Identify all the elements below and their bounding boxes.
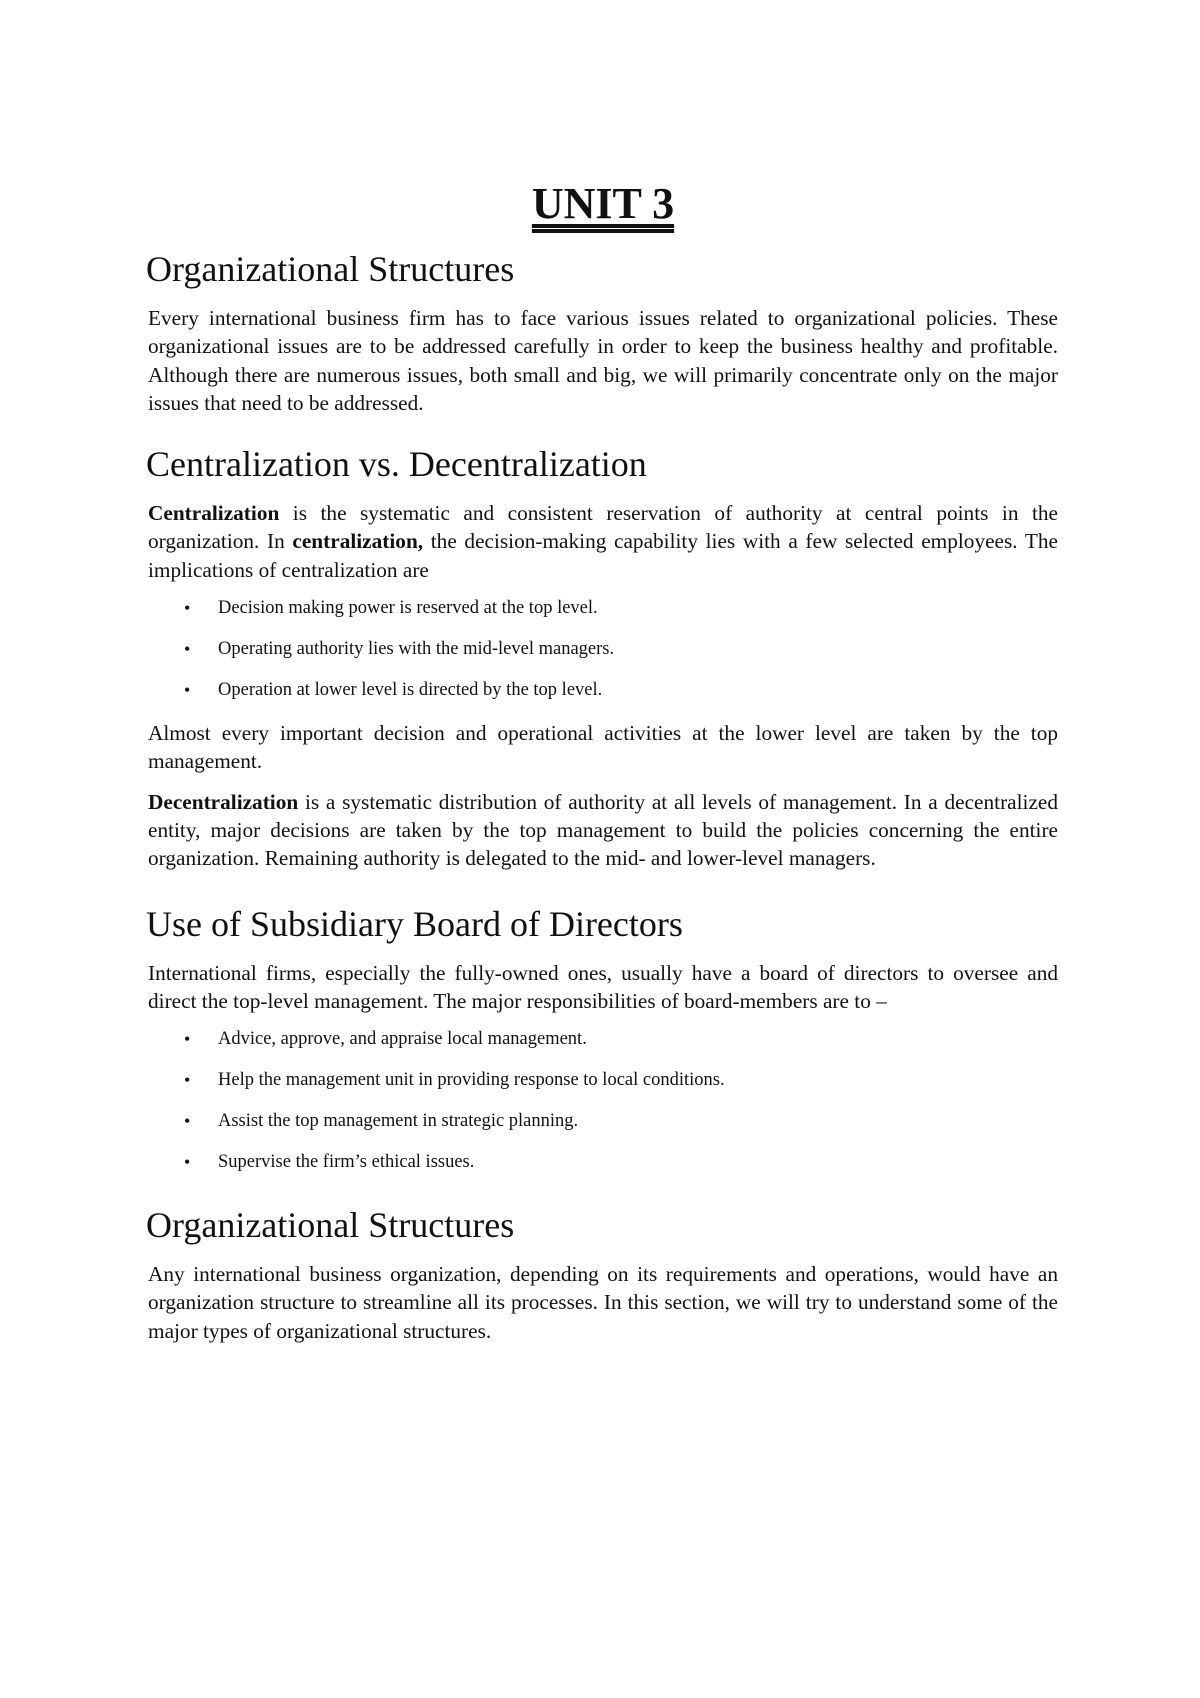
unit-title-text: UNIT 3 <box>531 179 675 228</box>
bullet-icon: • <box>184 1029 191 1050</box>
centralization-term: Centralization <box>148 501 280 526</box>
intro-paragraph: Every international business firm has to face various issues related to organizational policies. These organizational issues are to be addressed carefully in order to keep the business healthy and profitable. Although there are numerous issues, both small and big, we will primarily concentrate only on the major issues that need to be addressed. <box>148 306 1058 415</box>
centralization-text-1: is the systematic and consistent reservation of authority at central points in the organization. In <box>148 501 1058 554</box>
section-heading-subsidiary-board: Use of Subsidiary Board of Directors <box>146 903 683 944</box>
list-item-text: Assist the top management in strategic planning. <box>218 1111 579 1132</box>
board-responsibilities-list <box>148 1027 1058 1174</box>
bullet-icon: • <box>184 598 191 619</box>
bullet-icon: • <box>184 639 191 660</box>
bullet-icon: • <box>184 1152 191 1173</box>
subsidiary-board-paragraph: International firms, especially the fully-owned ones, usually have a board of directors to oversee and direct the top-level management. The major responsibilities of board-members are to – <box>148 960 1058 1013</box>
centralization-summary-paragraph: Almost every important decision and operational activities at the lower level are taken by the top management. <box>148 721 1058 774</box>
list-item <box>148 1109 1058 1133</box>
unit-title <box>148 178 1058 230</box>
centralization-paragraph <box>148 499 1058 584</box>
list-item-text: Help the management unit in providing response to local conditions. <box>218 1070 725 1091</box>
list-item-text: Decision making power is reserved at the top level. <box>218 598 598 619</box>
document-content <box>148 178 1058 1357</box>
decentralization-paragraph <box>148 788 1058 873</box>
list-item <box>148 678 1058 702</box>
organizational-structures-paragraph: Any international business organization, depending on its requirements and operations, would have an organization structure to streamline all its processes. In this section, we will try to understand some of the major types of organizational structures. <box>148 1262 1058 1343</box>
section-heading-organizational-structures-2: Organizational Structures <box>146 1205 515 1246</box>
centralization-term-2: centralization, <box>292 529 424 554</box>
section-heading-centralization: Centralization vs. Decentralization <box>146 444 647 485</box>
centralization-implications-list <box>148 596 1058 702</box>
list-item <box>148 596 1058 620</box>
list-item-text: Operation at lower level is directed by the top level. <box>218 680 603 701</box>
bullet-icon: • <box>184 1070 191 1091</box>
section-heading-organizational-structures: Organizational Structures <box>146 249 515 289</box>
centralization-text-2: the decision-making capability lies with a few selected employees. The implications of centralization are <box>148 529 1058 582</box>
bullet-icon: • <box>184 680 191 701</box>
list-item-text: Operating authority lies with the mid-level managers. <box>218 639 615 660</box>
list-item <box>148 637 1058 661</box>
bullet-icon: • <box>184 1111 191 1132</box>
list-item <box>148 1150 1058 1174</box>
decentralization-text: is a systematic distribution of authority at all levels of management. In a decentralized entity, major decisions are taken by the top management to build the policies concerning the entire organization. Remaining authority is delegated to the mid- and lower-level managers. <box>148 789 1058 871</box>
decentralization-term: Decentralization <box>148 789 299 814</box>
list-item <box>148 1027 1058 1051</box>
list-item-text: Advice, approve, and appraise local management. <box>218 1029 587 1050</box>
list-item <box>148 1068 1058 1092</box>
list-item-text: Supervise the firm’s ethical issues. <box>218 1152 475 1173</box>
